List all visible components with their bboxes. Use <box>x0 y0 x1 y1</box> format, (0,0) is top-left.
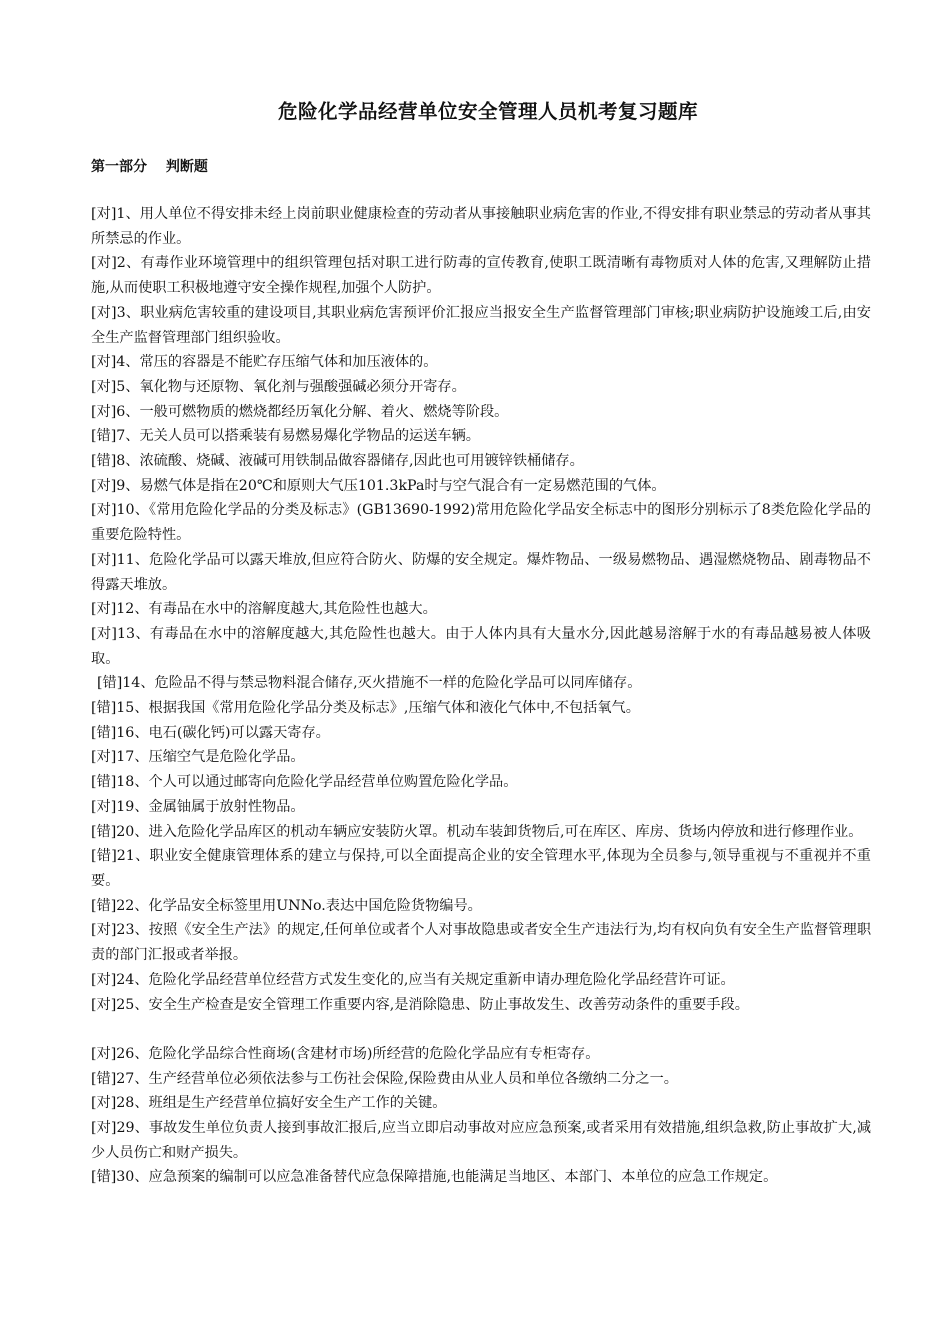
question-text: 23、按照《安全生产法》的规定,任何单位或者个人对事故隐患或者安全生产违法行为,均有权向负有安全生产监督管理职责的部门汇报或者举报。 <box>91 922 872 964</box>
question-item <box>91 1165 871 1190</box>
question-text: 17、压缩空气是危险化学品。 <box>116 749 305 766</box>
verdict-label: [错] <box>91 774 117 791</box>
verdict-label: [对] <box>91 749 117 766</box>
question-text: 28、班组是生产经营单位搞好安全生产工作的关键。 <box>116 1095 447 1112</box>
question-text: 19、金属铀属于放射性物品。 <box>116 798 305 815</box>
question-text: 16、电石(碳化钙)可以露天寄存。 <box>116 724 330 741</box>
question-item <box>91 251 871 300</box>
question-item <box>91 745 871 770</box>
question-item <box>91 498 871 547</box>
question-text: 6、一般可燃物质的燃烧都经历氧化分解、着火、燃烧等阶段。 <box>116 403 509 420</box>
question-text: 5、氧化物与还原物、氧化剂与强酸强碱必须分开寄存。 <box>116 378 466 395</box>
question-text: 8、浓硫酸、烧碱、液碱可用铁制品做容器储存,因此也可用镀锌铁桶储存。 <box>116 453 584 470</box>
verdict-label: [对] <box>91 996 117 1013</box>
question-item <box>91 202 871 251</box>
verdict-label: [错] <box>91 724 117 741</box>
verdict-label: [错] <box>91 823 117 840</box>
verdict-label: [对] <box>91 1095 117 1112</box>
question-text: 4、常压的容器是不能贮存压缩气体和加压液体的。 <box>116 354 438 371</box>
question-text: 11、危险化学品可以露天堆放,但应符合防火、防爆的安全规定。爆炸物品、一级易燃物品、遇湿燃烧物品、剧毒物品不得露天堆放。 <box>91 551 871 593</box>
verdict-label: [错] <box>91 897 117 914</box>
verdict-label: [对] <box>91 378 117 395</box>
question-item <box>91 1116 871 1165</box>
verdict-label: [错] <box>91 1169 117 1186</box>
question-text: 3、职业病危害较重的建设项目,其职业病危害预评价汇报应当报安全生产监督管理部门审核;职业病防护设施竣工后,由安全生产监督管理部门组织验收。 <box>91 304 871 346</box>
verdict-label: [对] <box>91 477 117 494</box>
verdict-label: [对] <box>91 551 117 568</box>
question-text: 10、《常用危险化学品的分类及标志》(GB13690-1992)常用危险化学品安全标志中的图形分别标示了8类危险化学品的重要危险特性。 <box>91 502 871 544</box>
question-item <box>91 671 871 696</box>
question-item <box>91 770 871 795</box>
question-item <box>91 968 871 993</box>
question-text: 2、有毒作业环境管理中的组织管理包括对职工进行防毒的宣传教育,使职工既清晰有毒物质对人体的危害,又理解防止措施,从而使职工积极地遵守安全操作规程,加强个人防护。 <box>91 255 871 297</box>
question-item <box>91 894 871 919</box>
verdict-label: [错] <box>91 453 117 470</box>
verdict-label: [对] <box>91 798 117 815</box>
verdict-label: [对] <box>91 206 117 222</box>
question-item <box>91 820 871 845</box>
question-item <box>91 597 871 622</box>
verdict-label: [对] <box>91 625 117 642</box>
question-text: 25、安全生产检查是安全管理工作重要内容,是消除隐患、防止事故发生、改善劳动条件的重要手段。 <box>116 996 749 1013</box>
question-text: 9、易燃气体是指在20℃和原则大气压101.3kPa时与空气混合有一定易燃范围的气体。 <box>116 477 666 494</box>
question-item <box>91 424 871 449</box>
verdict-label: [错] <box>91 848 117 865</box>
question-item <box>91 721 871 746</box>
question-text: 29、事故发生单位负责人接到事故汇报后,应当立即启动事故对应应急预案,或者采用有效措施,组织急救,防止事故扩大,减少人员伤亡和财产损失。 <box>91 1120 872 1161</box>
question-item <box>91 350 871 375</box>
verdict-label: [对] <box>91 403 117 420</box>
document-title: 危险化学品经营单位安全管理人员机考复习题库 <box>277 100 698 123</box>
question-item <box>91 301 871 350</box>
question-text: 30、应急预案的编制可以应急准备替代应急保障措施,也能满足当地区、本部门、本单位的应急工作规定。 <box>116 1169 778 1186</box>
verdict-label: [错] <box>97 675 123 692</box>
question-item <box>91 844 871 893</box>
question-text: 13、有毒品在水中的溶解度越大,其危险性也越大。由于人体内具有大量水分,因此越易溶解于水的有毒品越易被人体吸取。 <box>91 625 871 667</box>
verdict-label: [错] <box>91 1070 117 1087</box>
question-item <box>91 375 871 400</box>
question-item <box>91 449 871 474</box>
verdict-label: [对] <box>91 354 117 371</box>
question-item <box>91 622 871 671</box>
question-text: 14、危险品不得与禁忌物料混合储存,灭火措施不一样的危险化学品可以同库储存。 <box>122 675 642 692</box>
question-item <box>91 474 871 499</box>
verdict-label: [对] <box>91 971 117 988</box>
question-text: 15、根据我国《常用危险化学品分类及标志》,压缩气体和液化气体中,不包括氧气。 <box>116 700 640 717</box>
verdict-label: [错] <box>91 428 117 445</box>
verdict-label: [对] <box>91 601 117 618</box>
question-item <box>91 1042 871 1067</box>
question-item <box>91 993 871 1018</box>
question-text: 12、有毒品在水中的溶解度越大,其危险性也越大。 <box>116 601 437 618</box>
verdict-label: [对] <box>91 304 117 321</box>
question-item <box>91 1067 871 1092</box>
question-text: 22、化学品安全标签里用UNNo.表达中国危险货物编号。 <box>116 897 482 914</box>
question-item <box>91 1091 871 1116</box>
verdict-label: [对] <box>91 1120 117 1136</box>
question-text: 27、生产经营单位必须依法参与工伤社会保险,保险费由从业人员和单位各缴纳二分之一。 <box>116 1070 678 1087</box>
document-page <box>91 96 871 1190</box>
question-text: 24、危险化学品经营单位经营方式发生变化的,应当有关规定重新申请办理危险化学品经营许可证。 <box>116 971 735 988</box>
section-heading: 第一部分 判断题 <box>91 159 208 175</box>
question-text: 20、进入危险化学品库区的机动车辆应安装防火罩。机动车装卸货物后,可在库区、库房、货场内停放和进行修理作业。 <box>116 823 863 840</box>
question-item <box>91 696 871 721</box>
verdict-label: [对] <box>91 502 117 519</box>
question-item <box>91 918 871 967</box>
question-item <box>91 400 871 425</box>
question-text: 7、无关人员可以搭乘装有易燃易爆化学物品的运送车辆。 <box>116 428 480 445</box>
question-text: 26、危险化学品综合性商场(含建材市场)所经营的危险化学品应有专柜寄存。 <box>116 1045 600 1062</box>
question-text: 18、个人可以通过邮寄向危险化学品经营单位购置危险化学品。 <box>116 774 518 791</box>
question-text: 21、职业安全健康管理体系的建立与保持,可以全面提高企业的安全管理水平,体现为全员参与,领导重视与不重视并不重要。 <box>91 848 871 889</box>
question-item <box>91 548 871 597</box>
question-list <box>91 202 871 1190</box>
verdict-label: [对] <box>91 1045 117 1062</box>
question-text: 1、用人单位不得安排未经上岗前职业健康检查的劳动者从事接触职业病危害的作业,不得安排有职业禁忌的劳动者从事其所禁忌的作业。 <box>91 206 871 247</box>
verdict-label: [对] <box>91 922 117 939</box>
verdict-label: [对] <box>91 255 117 272</box>
verdict-label: [错] <box>91 700 117 717</box>
question-item <box>91 795 871 820</box>
